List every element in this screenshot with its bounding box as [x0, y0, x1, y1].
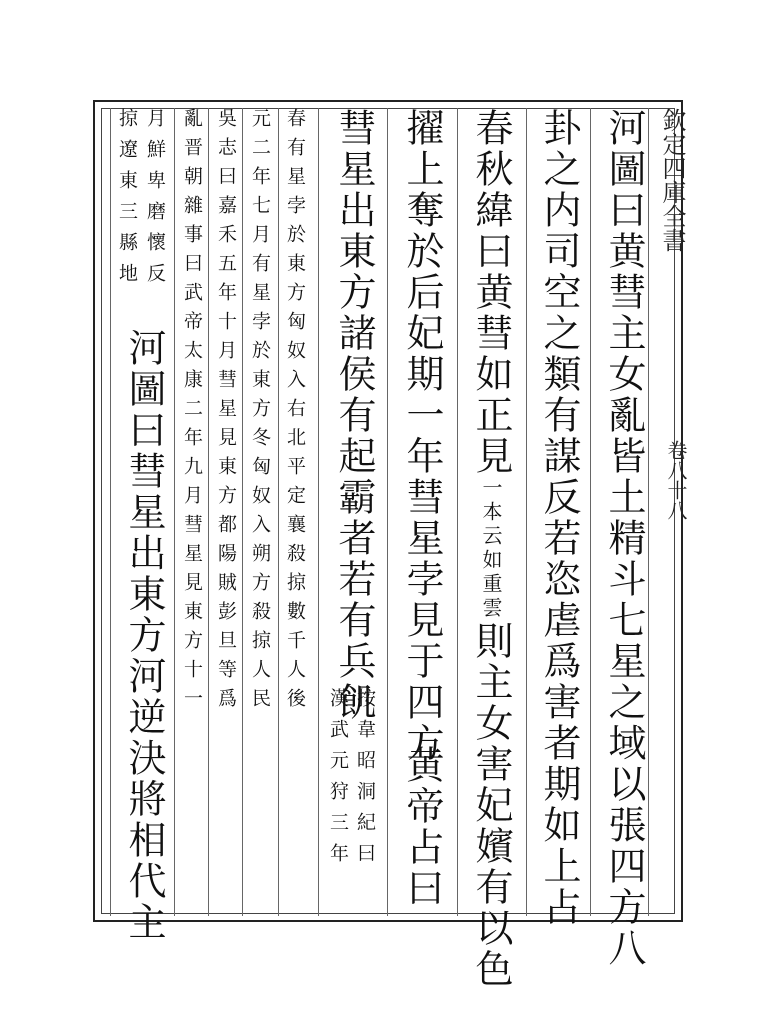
text-column-4: 擢上奪於后妃期一年彗星孛見于四方 — [400, 108, 444, 764]
text-column-5: 彗星出東方諸侯有起霸者若有兵飢 — [332, 108, 376, 723]
volume-label: 卷八十八 — [664, 440, 688, 520]
inline-note-left: 漢武元狩三年 — [327, 688, 349, 874]
text-column-final: 河圖曰彗星出東方河逆決將相代主 — [122, 328, 166, 943]
column-rule — [318, 108, 319, 916]
inline-note-right: 按韋昭洞紀曰 — [354, 688, 376, 874]
text-column-2: 卦之内司空之類有謀反若恣虐爲害者期如上占 — [537, 108, 581, 928]
column-rule — [110, 108, 111, 916]
note-column-2: 元二年七月有星孛於東方冬匈奴入朔方殺掠人民 — [249, 108, 271, 717]
column-rule — [648, 108, 649, 916]
text-column-4-tail: 黄帝占曰 — [400, 745, 444, 909]
text-column-3 — [469, 108, 513, 990]
column-rule — [208, 108, 209, 916]
note-column-6: 掠遼東三縣地 — [116, 108, 138, 294]
column-rule — [242, 108, 243, 916]
note-column-5: 月鮮卑磨懷反 — [144, 108, 166, 294]
note-column-3: 吳志曰嘉禾五年十月彗星見東方都陽賊彭旦等爲 — [215, 108, 237, 717]
column-rule — [590, 108, 591, 916]
book-title: 欽定四庫全書 — [658, 108, 686, 252]
column-rule — [174, 108, 175, 916]
column-rule — [387, 108, 388, 916]
note-column-4: 亂晋朝雜事曰武帝太康二年九月彗星見東方十一 — [181, 108, 203, 717]
column-rule — [457, 108, 458, 916]
text-column-3-head: 春秋緯曰黄彗如正見 — [469, 108, 513, 477]
text-column-3-tail: 則主女害妃嬪有以色 — [469, 621, 513, 990]
text-column-1: 河圖曰黄彗主女亂皆土精斗七星之域以張四方八 — [602, 108, 646, 969]
column-rule — [278, 108, 279, 916]
column-rule — [526, 108, 527, 916]
inline-note: 一本云如重雲 — [479, 477, 503, 621]
note-column-1: 春有星孛於東方匈奴入右北平定襄殺掠數千人後 — [284, 108, 306, 717]
